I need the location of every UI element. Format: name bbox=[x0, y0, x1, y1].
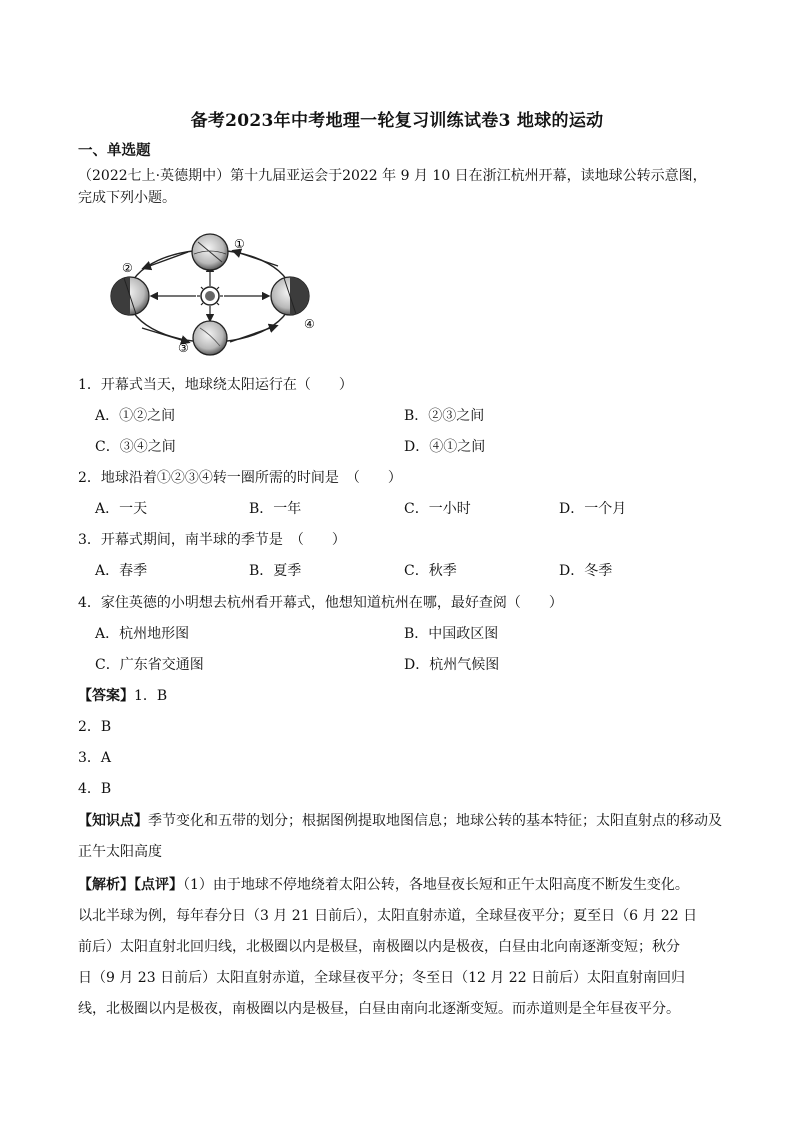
intro-line: 完成下列小题。 bbox=[78, 190, 176, 206]
analysis-block bbox=[78, 870, 728, 1025]
knowledge-text: 正午太阳高度 bbox=[78, 844, 162, 860]
diagram-label: ④ bbox=[304, 317, 315, 331]
option-1a[interactable]: A．①②之间 bbox=[95, 408, 176, 424]
answer-tag: 【答案】 bbox=[78, 688, 134, 704]
option-3d[interactable]: D．冬季 bbox=[559, 563, 613, 579]
answer-item: 2．B bbox=[78, 719, 112, 735]
analysis-text: （1）由于地球不停地绕着太阳公转，各地昼夜长短和正午太阳高度不断发生变化。 bbox=[183, 877, 689, 893]
analysis-line: 线，北极圈以内是极夜，南极圈以内是极昼，白昼由南向北逐渐变短。而赤道则是全年昼夜平分。 bbox=[78, 1001, 680, 1017]
earth-orbit-diagram bbox=[100, 228, 325, 356]
analysis-line: 前后）太阳直射北回归线，北极圈以内是极昼，南极圈以内是极夜，白昼由北向南逐渐变短；秋分 bbox=[78, 939, 680, 955]
option-2b[interactable]: B．一年 bbox=[249, 501, 302, 517]
option-3c[interactable]: C．秋季 bbox=[404, 563, 457, 579]
option-2d[interactable]: D．一个月 bbox=[559, 501, 627, 517]
diagram-label: ② bbox=[122, 261, 133, 275]
analysis-line bbox=[78, 870, 728, 901]
diagram-label: ① bbox=[234, 237, 245, 251]
knowledge-line bbox=[78, 810, 722, 832]
comment-tag: 【点评】 bbox=[134, 877, 183, 893]
question-1: 1．开幕式当天，地球绕太阳运行在（ ） bbox=[78, 377, 353, 393]
option-3a[interactable]: A．春季 bbox=[95, 563, 148, 579]
analysis-line: 以北半球为例，每年春分日（3 月 21 日前后），太阳直射赤道，全球昼夜平分；夏至日（6 月 22 日 bbox=[78, 908, 698, 924]
option-2c[interactable]: C．一小时 bbox=[404, 501, 471, 517]
earth-icon bbox=[111, 277, 149, 315]
section-heading: 一、单选题 bbox=[78, 142, 151, 159]
knowledge-tag: 【知识点】 bbox=[78, 813, 148, 829]
earth-icon bbox=[271, 277, 309, 315]
option-4d[interactable]: D．杭州气候图 bbox=[404, 657, 500, 673]
option-2a[interactable]: A．一天 bbox=[95, 501, 148, 517]
answer-item: 1．B bbox=[134, 688, 168, 704]
question-2: 2．地球沿着①②③④转一圈所需的时间是 （ ） bbox=[78, 470, 402, 486]
answer-item: 3．A bbox=[78, 750, 112, 766]
question-intro bbox=[78, 165, 728, 209]
answer-item: 4．B bbox=[78, 781, 112, 797]
earth-icon bbox=[192, 234, 228, 270]
question-3: 3．开幕式期间，南半球的季节是 （ ） bbox=[78, 532, 346, 548]
option-1b[interactable]: B．②③之间 bbox=[404, 408, 485, 424]
question-4: 4．家住英德的小明想去杭州看开幕式，他想知道杭州在哪，最好查阅（ ） bbox=[78, 595, 563, 611]
diagram-label: ③ bbox=[178, 341, 189, 355]
option-3b[interactable]: B．夏季 bbox=[249, 563, 302, 579]
analysis-line: 日（9 月 23 日前后）太阳直射赤道，全球昼夜平分；冬至日（12 月 22 日前后）太阳直射南回归 bbox=[78, 970, 686, 986]
option-4c[interactable]: C．广东省交通图 bbox=[95, 657, 204, 673]
earth-icon bbox=[193, 321, 227, 355]
sun-icon bbox=[197, 283, 223, 309]
document-title: 备考2023年中考地理一轮复习训练试卷3 地球的运动 bbox=[190, 111, 604, 131]
analysis-tag: 【解析】 bbox=[78, 877, 134, 893]
option-4a[interactable]: A．杭州地形图 bbox=[95, 626, 190, 642]
answer-line bbox=[78, 685, 167, 707]
intro-line: （2022七上·英德期中）第十九届亚运会于2022 年 9 月 10 日在浙江杭州开幕，读地球公转示意图， bbox=[78, 168, 707, 184]
knowledge-text: 季节变化和五带的划分；根据图例提取地图信息；地球公转的基本特征；太阳直射点的移动及 bbox=[148, 813, 722, 829]
option-4b[interactable]: B．中国政区图 bbox=[404, 626, 499, 642]
option-1d[interactable]: D．④①之间 bbox=[404, 439, 486, 455]
option-1c[interactable]: C．③④之间 bbox=[95, 439, 176, 455]
